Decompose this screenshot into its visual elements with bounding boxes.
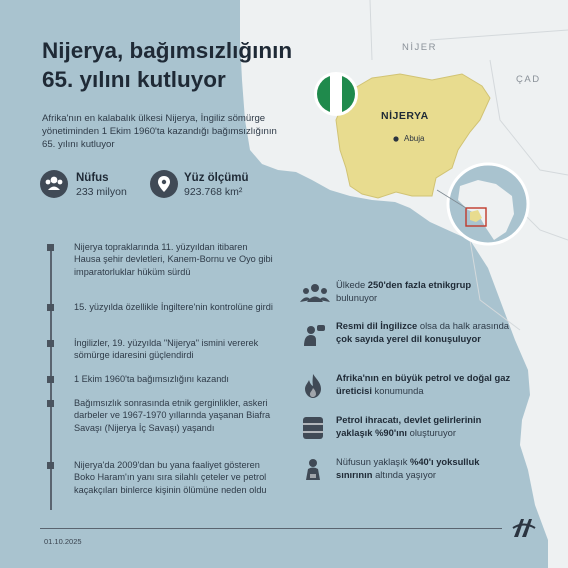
- map-pin-icon: [150, 170, 178, 198]
- neighbor-label-niger: NİJER: [402, 42, 437, 53]
- country-label-nigeria: NİJERYA: [381, 110, 429, 122]
- timeline-bullet: [47, 340, 54, 347]
- speaker-icon: [300, 322, 326, 348]
- timeline-item: 1 Ekim 1960'ta bağımsızlığını kazandı: [74, 374, 229, 384]
- timeline-item: Nijerya'da 2009'dan bu yana faaliyet gösteren Boko Haram'ın yanı sıra silahlı çeteler ve petrol kaçakçıları binlerce kişinin ölümüne neden oldu: [74, 460, 267, 495]
- fact-oil-gas: Afrika'nın en büyük petrol ve doğal gaz üreticisi konumunda: [336, 372, 511, 396]
- population-value: 233 milyon: [76, 186, 127, 198]
- timeline-bullet: [47, 244, 54, 251]
- intro-text: Afrika'nın en kalabalık ülkesi Nijerya, İngiliz sömürge yönetiminden 1 Ekim 1960'ta kazandığı bağımsızlığının 65. yılını kutluyor: [42, 113, 277, 151]
- timeline-item: 15. yüzyılda özellikle İngiltere'nin kontrolüne girdi: [74, 302, 273, 312]
- aa-logo: [511, 515, 537, 539]
- timeline-bullet: [47, 304, 54, 311]
- timeline-item: Bağımsızlık sonrasında etnik gerginlikler, askeri darbeler ve 1967-1970 yıllarında yaşanan Biafra Savaşı (Nijerya İç Savaşı) yaşandı: [74, 398, 271, 433]
- timeline-bullet: [47, 462, 54, 469]
- nigeria-flag-icon: [314, 72, 358, 116]
- oil-barrel-icon: [300, 414, 326, 440]
- publish-date: 01.10.2025: [44, 537, 82, 546]
- capital-label: Abuja: [404, 134, 425, 143]
- footer-divider: [40, 528, 502, 529]
- poverty-icon: [300, 456, 326, 482]
- timeline-bullet: [47, 376, 54, 383]
- area-value: 923.768 km²: [184, 186, 243, 198]
- timeline-bullet: [47, 400, 54, 407]
- flame-icon: [300, 372, 326, 398]
- area-label: Yüz ölçümü: [184, 172, 249, 184]
- timeline-item: Nijerya topraklarında 11. yüzyıldan itibaren Hausa şehir devletleri, Kanem-Bornu ve Oyo gibi imparatorluklar hüküm sürdü: [74, 242, 273, 277]
- fact-oil-exports: Petrol ihracatı, devlet gelirlerinin yaklaşık %90'ını oluşturuyor: [336, 414, 482, 438]
- fact-poverty: Nüfusun yaklaşık %40'ı yoksulluk sınırının altında yaşıyor: [336, 456, 480, 480]
- neighbor-label-chad: ÇAD: [516, 74, 541, 85]
- fact-ethnic-groups: Ülkede 250'den fazla etnikgrup bulunuyor: [336, 279, 472, 303]
- group-icon: [300, 280, 326, 306]
- population-label: Nüfus: [76, 172, 109, 184]
- people-icon: [40, 170, 68, 198]
- page-title: Nijerya, bağımsızlığının 65. yılını kutluyor: [42, 38, 293, 92]
- fact-language: Resmi dil İngilizce olsa da halk arasında çok sayıda yerel dil konuşuluyor: [336, 320, 510, 344]
- timeline-item: İngilizler, 19. yüzyılda "Nijerya" ismini vererek sömürge idaresini güçlendirdi: [74, 338, 259, 361]
